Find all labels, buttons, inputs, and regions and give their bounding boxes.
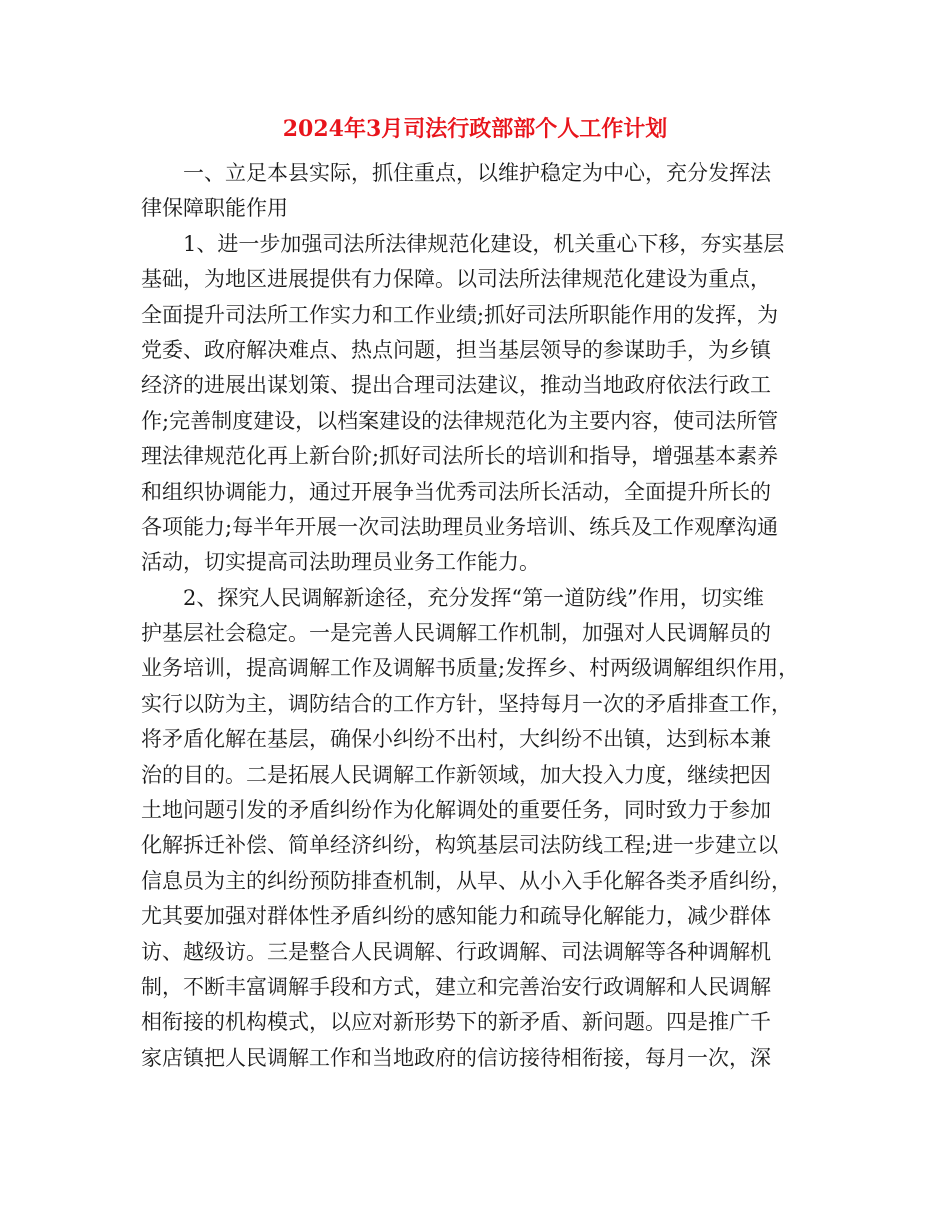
text-line: 信息员为主的纠纷预防排查机制，从早、从小入手化解各类矛盾纠纷， — [141, 868, 792, 893]
text-line: 将矛盾化解在基层，确保小纠纷不出村，大纠纷不出镇，达到标本兼 — [141, 727, 771, 752]
paragraph-2 — [141, 581, 821, 1076]
text-line: 相衔接的机构模式，以应对新形势下的新矛盾、新问题。四是推广千 — [141, 1010, 771, 1035]
section-heading-1 — [141, 156, 821, 227]
text-line: 经济的进展出谋划策、提出合理司法建议，推动当地政府依法行政工 — [141, 373, 771, 398]
text-line: 基础，为地区进展提供有力保障。以司法所法律规范化建设为重点， — [141, 267, 771, 292]
text-line: 理法律规范化再上新台阶;抓好司法所长的培训和指导，增强基本素养 — [141, 444, 779, 469]
text-line: 化解拆迁补偿、简单经济纠纷，构筑基层司法防线工程;进一步建立以 — [141, 833, 779, 858]
text-line: 活动，切实提高司法助理员业务工作能力。 — [141, 550, 540, 575]
text-line: 治的目的。二是拓展人民调解工作新领域，加大投入力度，继续把因 — [141, 762, 771, 787]
text-line: 各项能力;每半年开展一次司法助理员业务培训、练兵及工作观摩沟通 — [141, 514, 779, 539]
text-line: 党委、政府解决难点、热点问题，担当基层领导的参谋助手，为乡镇 — [141, 337, 771, 362]
text-line: 业务培训，提高调解工作及调解书质量;发挥乡、村两级调解组织作用， — [141, 656, 800, 681]
text-line: 制，不断丰富调解手段和方式，建立和完善治安行政调解和人民调解 — [141, 974, 771, 999]
text-line: 2、探究人民调解新途径，充分发挥“第一道防线”作用，切实维 — [183, 585, 764, 610]
text-line: 家店镇把人民调解工作和当地政府的信访接待相衔接，每月一次，深 — [141, 1045, 771, 1070]
paragraph-1 — [141, 227, 821, 581]
document-title: 2024年3月司法行政部部个人工作计划 — [282, 116, 668, 142]
text-line: 土地问题引发的矛盾纠纷作为化解调处的重要任务，同时致力于参加 — [141, 798, 771, 823]
text-line: 1、进一步加强司法所法律规范化建设，机关重心下移，夯实基层 — [183, 231, 785, 256]
text-line: 全面提升司法所工作实力和工作业绩;抓好司法所职能作用的发挥，为 — [141, 302, 779, 327]
text-line: 律保障职能作用 — [141, 196, 288, 221]
text-line: 一、立足本县实际，抓住重点，以维护稳定为中心，充分发挥法 — [183, 161, 771, 185]
text-line: 访、越级访。三是整合人民调解、行政调解、司法调解等各种调解机 — [141, 939, 771, 964]
text-line: 实行以防为主，调防结合的工作方针，坚持每月一次的矛盾排查工作， — [141, 691, 792, 716]
text-line: 护基层社会稳定。一是完善人民调解工作机制，加强对人民调解员的 — [141, 621, 771, 646]
text-line: 作;完善制度建设，以档案建设的法律规范化为主要内容，使司法所管 — [141, 408, 779, 433]
text-line: 尤其要加强对群体性矛盾纠纷的感知能力和疏导化解能力，减少群体 — [141, 904, 771, 929]
document-body — [141, 156, 821, 1076]
text-line: 和组织协调能力，通过开展争当优秀司法所长活动，全面提升所长的 — [141, 479, 771, 504]
